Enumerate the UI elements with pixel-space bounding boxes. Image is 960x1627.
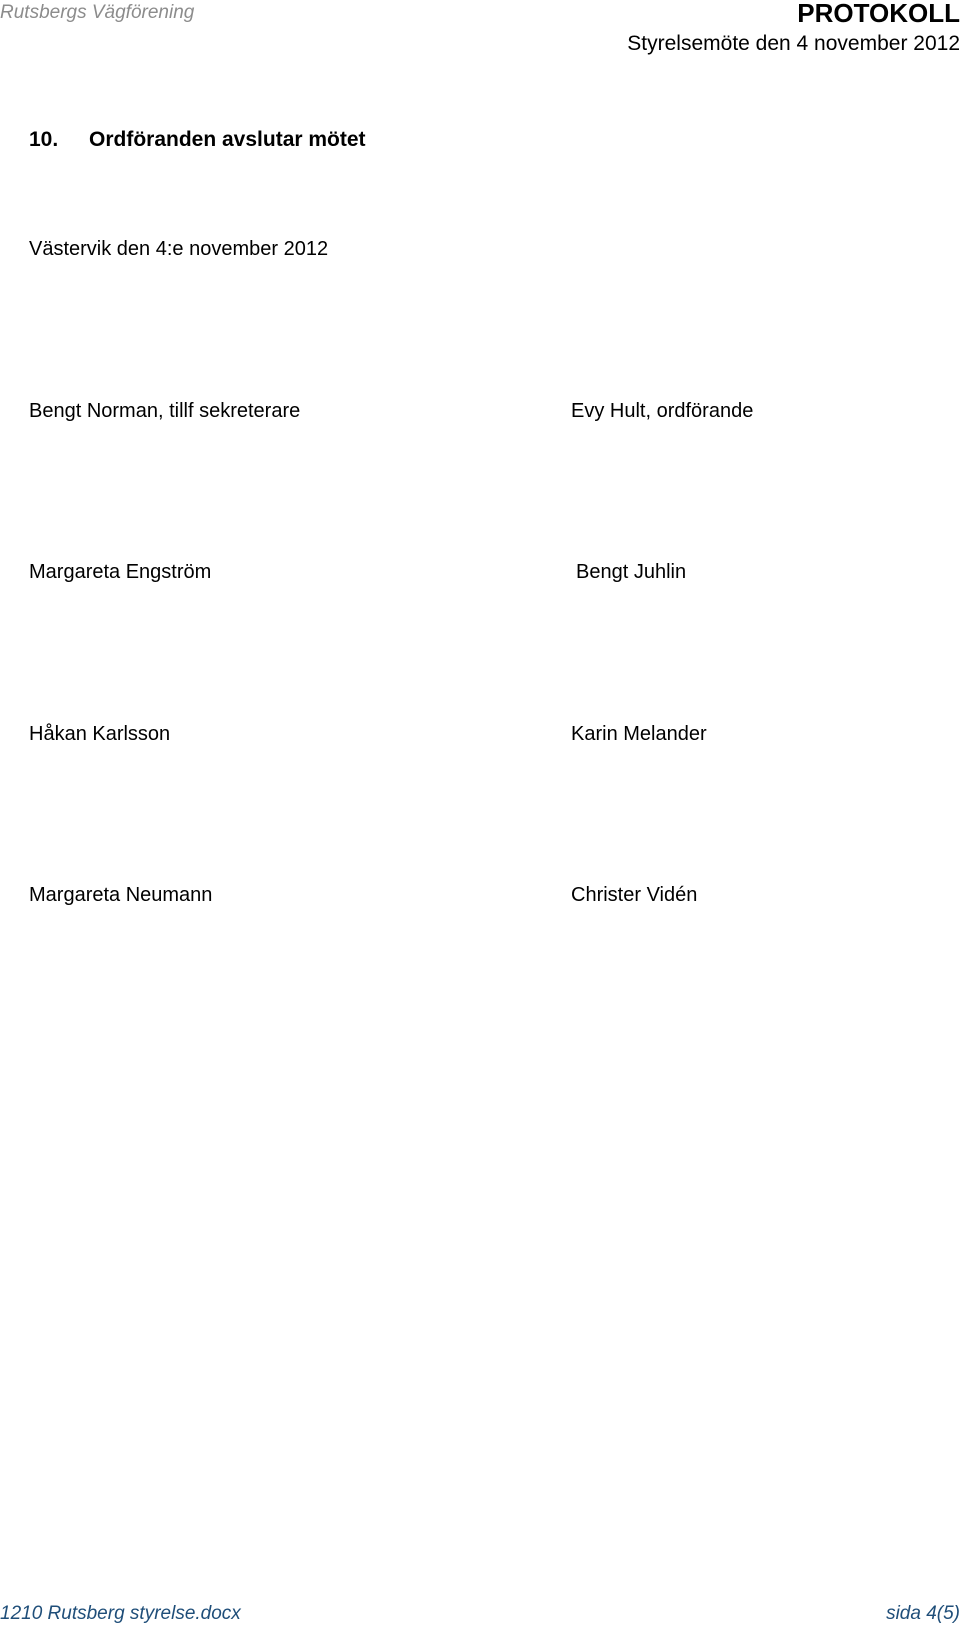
document-type: PROTOKOLL — [797, 0, 960, 28]
signature-member: Margareta Neumann — [29, 884, 213, 906]
organization-name: Rutsbergs Vägförening — [0, 2, 195, 23]
footer-filename: 1210 Rutsberg styrelse.docx — [0, 1603, 241, 1624]
signature-member: Christer Vidén — [571, 884, 698, 906]
signature-member: Bengt Juhlin — [576, 561, 687, 583]
footer-page-number: sida 4(5) — [886, 1603, 960, 1624]
signature-member: Karin Melander — [571, 723, 707, 745]
meeting-title: Styrelsemöte den 4 november 2012 — [627, 32, 960, 55]
section-number: 10. — [29, 128, 59, 151]
signature-secretary: Bengt Norman, tillf sekreterare — [29, 400, 301, 422]
place-and-date: Västervik den 4:e november 2012 — [29, 238, 329, 260]
signature-chairman: Evy Hult, ordförande — [571, 400, 754, 422]
signature-member: Margareta Engström — [29, 561, 212, 583]
section-title: Ordföranden avslutar mötet — [89, 128, 366, 151]
signature-member: Håkan Karlsson — [29, 723, 171, 745]
